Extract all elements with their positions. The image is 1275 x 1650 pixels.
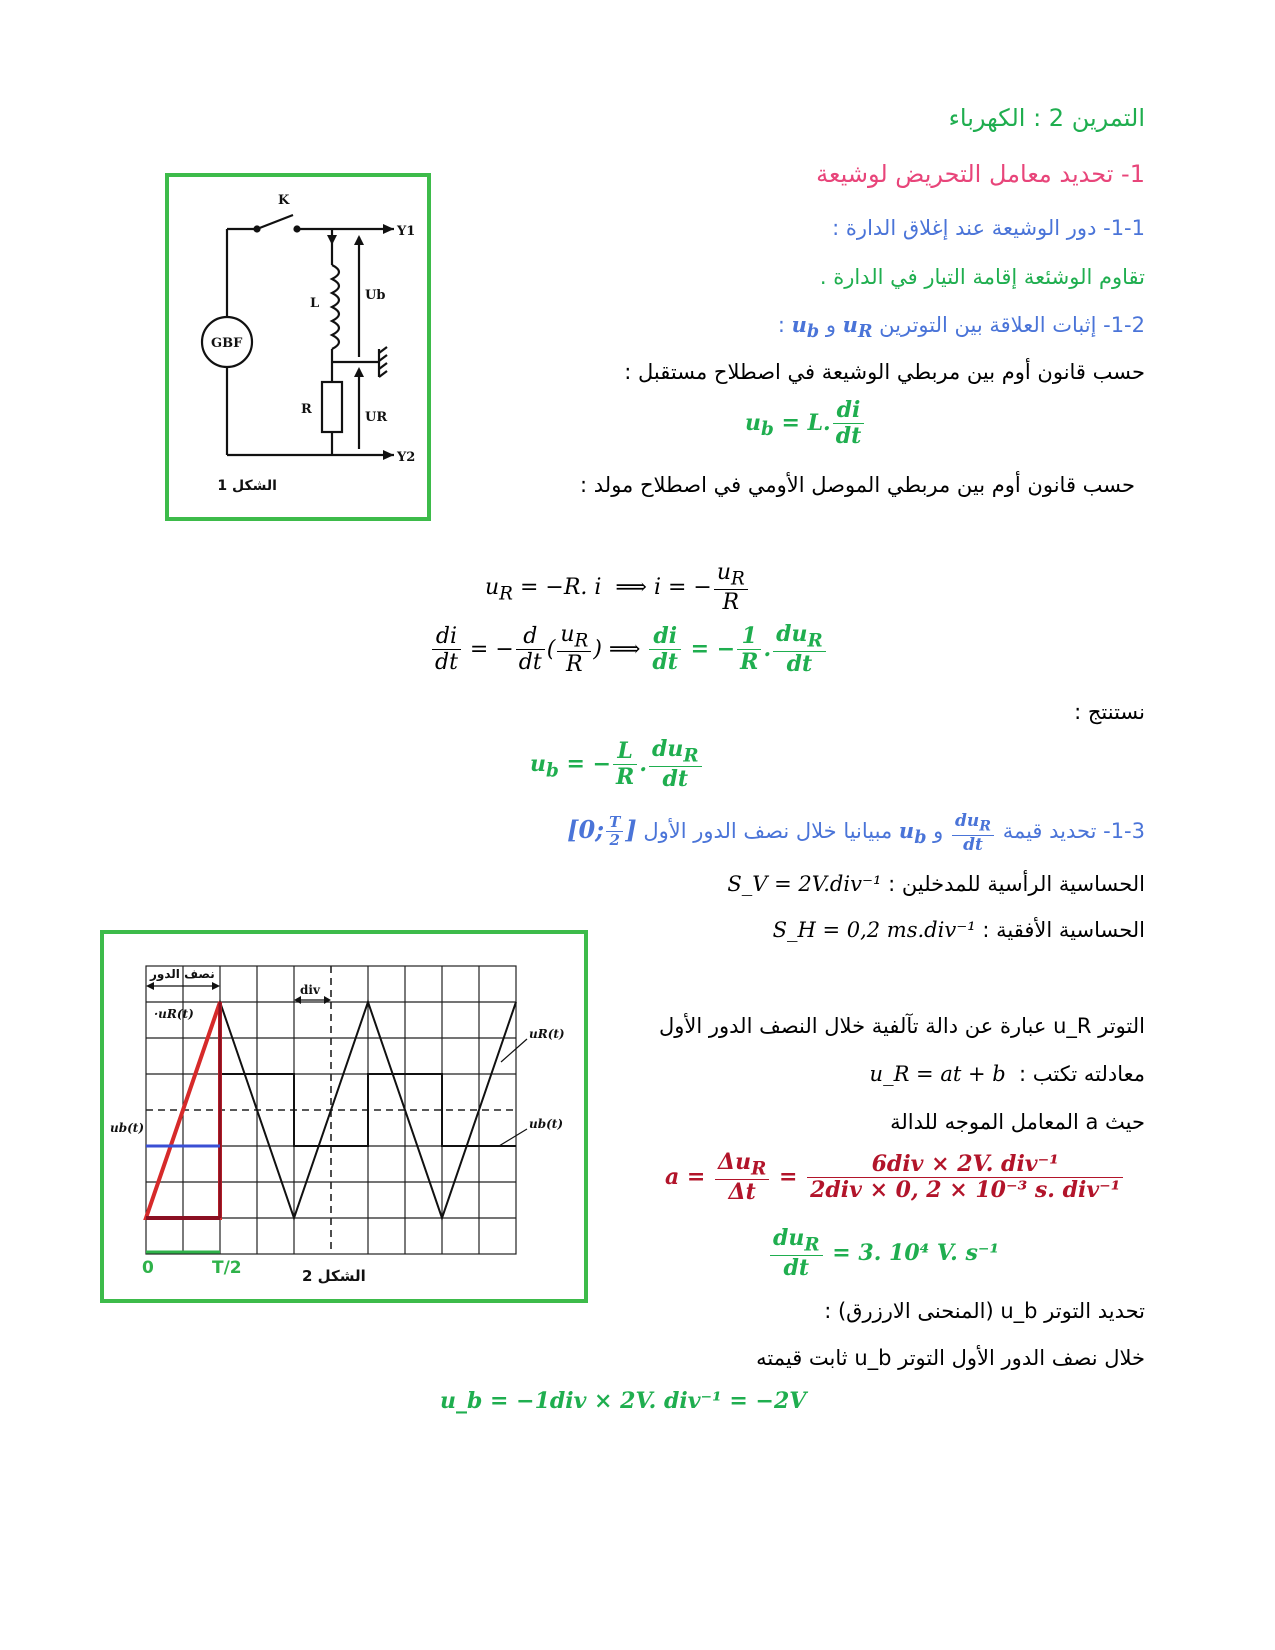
eq-ub-result: $u_b$ = − $\frac{L}{R}$ . $\frac{du_R}{dt}$ [530, 737, 704, 793]
ur-right-label: uR(t) [529, 1027, 565, 1041]
gbf-label: GBF [211, 336, 243, 351]
y1-label: Y1 [397, 224, 416, 239]
resistor-label: R [301, 402, 312, 417]
slope-denominator: 2div × 0, 2 × 10⁻³ s. div⁻¹ [810, 1177, 1121, 1204]
circuit-diagram [169, 177, 427, 517]
sh-value: S_H = 0,2 ms.div⁻¹ [772, 918, 976, 942]
figure-1-circuit [165, 173, 431, 521]
section-heading: 1- تحديد معامل التحريض لوشيعة [816, 160, 1145, 188]
eq-ur: $u_R = -R$. i ⟹ i = − $\frac{u_R}{R}$ [485, 560, 750, 616]
page-title: التمرين 2 : الكهرباء [948, 104, 1145, 132]
ub-right-label: ub(t) [529, 1117, 564, 1131]
inductor-label: L [310, 296, 320, 311]
slope-numerator: 6div × 2V. div⁻¹ [807, 1152, 1123, 1178]
figure-1-caption: الشكل 1 [217, 478, 277, 494]
question-1-2: 1-2- إثبات العلاقة بين التوترين $u_R$ و $u_b$ : [777, 312, 1145, 343]
oscillogram [104, 934, 584, 1299]
slope-text: حيث a المعامل الموجه للدالة [890, 1110, 1145, 1134]
eq-slope-a: a = $\frac{\Delta u_R}{\Delta t}$ = $\frac{\text{6div × 2V. div⁻¹}}{\text{2div × 0, 2 × 10⁻³ s. div⁻¹}}$ [665, 1150, 1125, 1206]
sv-value: S_V = 2V.div⁻¹ [727, 872, 882, 896]
sh-line: الحساسية الأفقية : S_H = 0,2 ms.div⁻¹ [772, 918, 1145, 942]
figure-2-caption: الشكل 2 [302, 1267, 366, 1285]
figure-2-oscillogram [100, 930, 588, 1303]
eq-ub-coil: $u_b = L$. $\frac{di}{dt}$ [745, 398, 866, 450]
equation-line: معادلته تكتب : u_R = at + b [869, 1062, 1145, 1086]
ub-constant-text: خلال نصف الدور الأول التوتر u_b ثابت قيمته [756, 1346, 1145, 1370]
eq-derivative: $\frac{di}{dt}$ = − $\frac{d}{dt}$ ( $\frac{u_R}{R}$ ) ⟹ $\frac{di}{dt}$ = − $\frac{1}{R}$ . $\frac{du_R}{dt}$ [430, 622, 828, 678]
div-label: div [300, 983, 320, 997]
question-1-1: 1-1- دور الوشيعة عند إغلاق الدارة : [832, 216, 1145, 240]
ur-label: UR [365, 410, 388, 425]
ur-left-label: ·uR(t) [154, 1007, 194, 1021]
ohm-resistor-text: حسب قانون أوم بين مربطي الموصل الأومي في اصطلاح مولد : [580, 473, 1135, 497]
half-period-label: نصف الدور [150, 967, 215, 981]
conclude-text: نستنتج : [1074, 700, 1145, 724]
answer-1-1: تقاوم الوشئعة إقامة التيار في الدارة . [819, 265, 1145, 289]
ub-heading: تحديد التوتر u_b (المنحنى الارزرق) : [824, 1299, 1145, 1323]
t-zero-label: 0 [142, 1258, 154, 1278]
equation-value: u_R = at + b [869, 1062, 1006, 1086]
ub-left-label: ub(t) [110, 1121, 145, 1135]
dur-result: = 3. 10⁴ V. s⁻¹ [832, 1239, 1000, 1266]
y2-label: Y2 [397, 450, 416, 465]
ub-label: Ub [365, 288, 386, 303]
ohm-coil-text: حسب قانون أوم بين مربطي الوشيعة في اصطلاح مستقبل : [624, 360, 1145, 384]
eq-dur-dt: $\frac{du_R}{dt}$ = 3. 10⁴ V. s⁻¹ [768, 1226, 999, 1282]
ub-result: u_b = −1div × 2V. div⁻¹ = −2V [440, 1388, 807, 1414]
sv-line: الحساسية الرأسية للمدخلين : S_V = 2V.div⁻¹ [727, 872, 1145, 896]
question-1-3: 1-3- تحديد قيمة $\frac{du_R}{dt}$ و $u_b$ مبيانيا خلال نصف الدور الأول [0; $\frac{T}{2}$ ] [567, 811, 1145, 855]
switch-label: K [278, 193, 290, 208]
ur-affine-text: التوتر u_R عبارة عن دالة تآلفية خلال النصف الدور الأول [658, 1014, 1145, 1038]
t-half-label: T/2 [212, 1258, 242, 1278]
